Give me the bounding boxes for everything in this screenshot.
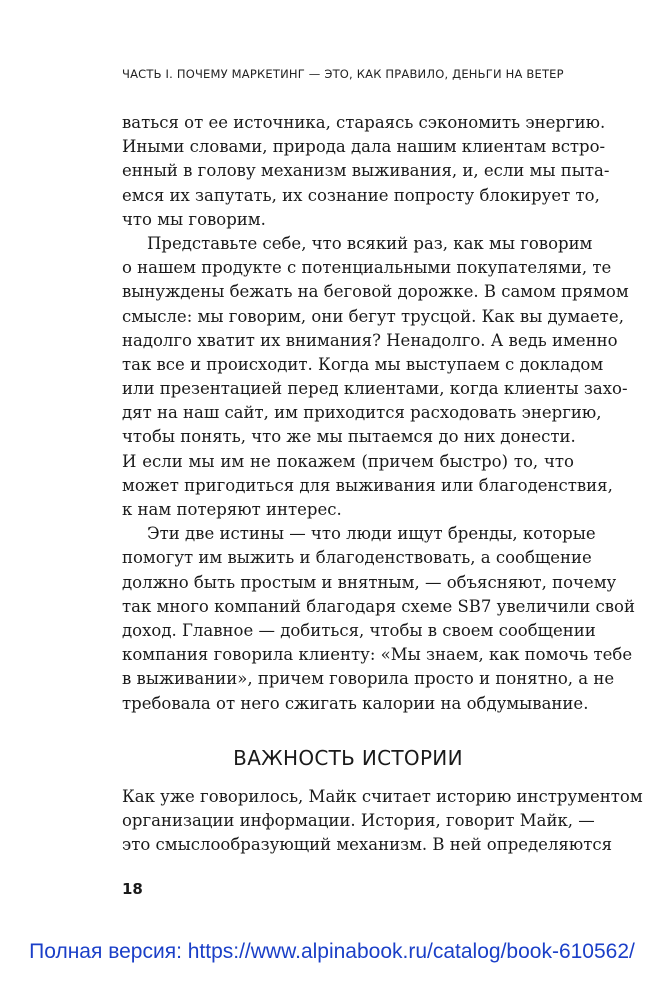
- text-line: в выживании», причем говорила просто и понятно, а не: [122, 669, 615, 689]
- text-line: енный в голову механизм выживания, и, если мы пыта-: [122, 161, 610, 181]
- text-line: Иными словами, природа дала нашим клиентам встро-: [122, 137, 606, 157]
- text-line: доход. Главное — добиться, чтобы в своем сообщении: [122, 620, 596, 640]
- text-line: емся их запутать, их сознание попросту блокирует то,: [122, 185, 600, 205]
- section-heading: ВАЖНОСТЬ ИСТОРИИ: [233, 746, 463, 770]
- running-head: ЧАСТЬ I. ПОЧЕМУ МАРКЕТИНГ — ЭТО, КАК ПРАВИЛО, ДЕНЬГИ НА ВЕТЕР: [122, 67, 564, 81]
- text-line: организации информации. История, говорит Майк, —: [122, 811, 595, 831]
- full-version-link[interactable]: Полная версия: https://www.alpinabook.ru/catalog/book-610562/: [29, 940, 635, 963]
- text-line: требовала от него сжигать калории на обдумывание.: [122, 693, 589, 713]
- text-line: Как уже говорилось, Майк считает историю инструментом: [122, 787, 643, 806]
- text-line: надолго хватит их внимания? Ненадолго. А ведь именно: [122, 330, 618, 350]
- text-line: ваться от ее источника, стараясь сэкономить энергию.: [122, 113, 606, 132]
- text-line: помогут им выжить и благоденствовать, а сообщение: [122, 548, 592, 568]
- text-line: к нам потеряют интерес.: [122, 500, 342, 519]
- text-line: так все и происходит. Когда мы выступаем с докладом: [122, 354, 604, 374]
- text-line: о нашем продукте с потенциальными покупателями, те: [122, 258, 612, 278]
- text-line: что мы говорим.: [122, 209, 266, 229]
- text-line: или презентацией перед клиентами, когда клиенты захо-: [122, 379, 628, 399]
- text-line: Представьте себе, что всякий раз, как мы говорим: [147, 233, 593, 253]
- section-body-text: [122, 785, 643, 858]
- text-line: дят на наш сайт, им приходится расходовать энергию,: [122, 403, 602, 423]
- text-line: чтобы понять, что же мы пытаемся до них донести.: [122, 427, 576, 447]
- text-line: И если мы им не покажем (причем быстро) то, что: [122, 451, 574, 471]
- text-line: должно быть простым и внятным, — объясняют, почему: [122, 572, 617, 592]
- text-line: смысле: мы говорим, они бегут трусцой. Как вы думаете,: [122, 306, 624, 326]
- text-line: так много компаний благодаря схеме SB7 увеличили свой: [122, 596, 635, 616]
- text-line: Эти две истины — что люди ищут бренды, которые: [147, 524, 596, 544]
- text-line: компания говорила клиенту: «Мы знаем, как помочь тебе: [122, 645, 633, 665]
- body-text: [122, 111, 635, 716]
- text-line: это смыслообразующий механизм. В ней определяются: [122, 835, 612, 855]
- text-line: может пригодиться для выживания или благоденствия,: [122, 475, 613, 495]
- text-line: вынуждены бежать на беговой дорожке. В самом прямом: [122, 282, 629, 302]
- page-number: 18: [122, 880, 143, 898]
